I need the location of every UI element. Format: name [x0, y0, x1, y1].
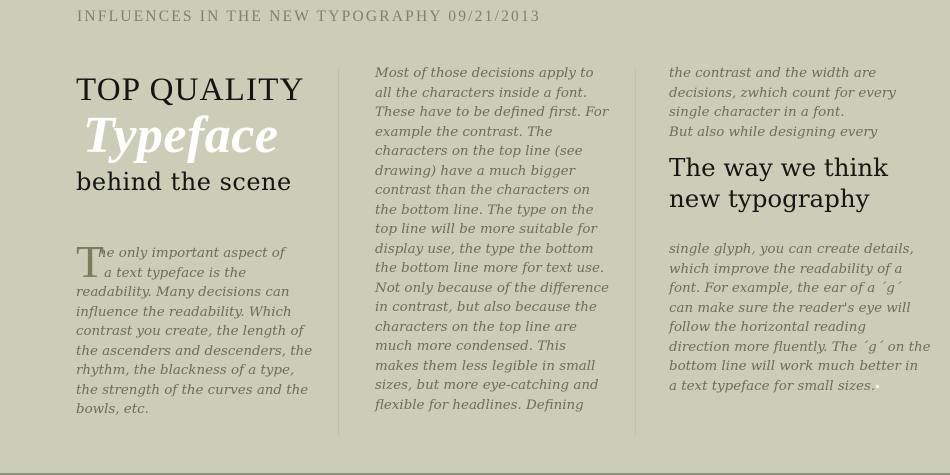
column-2-body: [375, 64, 609, 415]
body-line: influence the readability. Which: [76, 304, 292, 320]
body-line: Most of those decisions apply to: [375, 66, 594, 81]
body-line: the bottom line more for text use.: [375, 261, 605, 276]
body-line: bowls, etc.: [76, 402, 149, 417]
body-line: makes them less legible in small: [375, 358, 596, 374]
body-line: a text typeface is the: [104, 265, 247, 281]
body-line: contrast you create, the length of: [76, 324, 304, 339]
body-line: bottom line will work much better in: [669, 359, 919, 374]
body-line: These have to be defined first. For: [375, 105, 609, 120]
body-line: top line will be more suitable for: [375, 222, 597, 237]
column-divider-1: [338, 68, 339, 436]
body-line: much more condensed. This: [375, 339, 566, 354]
body-line: a text typeface for small sizes.: [669, 378, 876, 394]
column-1-body: [76, 236, 313, 420]
body-line: flexible for headlines. Defining: [375, 397, 584, 413]
column-divider-2: [635, 68, 636, 436]
body-line: follow the horizontal reading: [669, 320, 866, 335]
section-heading-line-2: new typography: [669, 184, 870, 213]
body-line: he only important aspect of: [98, 246, 285, 261]
body-line: Not only because of the difference: [375, 280, 609, 296]
body-line: sizes, but more eye-catching and: [375, 378, 599, 393]
body-line: But also while designing every: [669, 124, 878, 140]
body-line: display use, the type the bottom: [375, 241, 594, 257]
column-3-top-body: [669, 64, 896, 142]
body-line: single character in a font.: [669, 105, 845, 120]
body-line: characters on the top line are: [375, 319, 577, 335]
body-line: contrast than the characters on: [375, 183, 591, 198]
drop-cap: T: [76, 236, 105, 287]
body-line: decisions, zwhich count for every: [669, 85, 896, 101]
title-behind-the-scene: behind the scene: [76, 168, 292, 196]
body-line: drawing) have a much bigger: [375, 163, 575, 179]
body-line: the contrast and the width are: [669, 66, 877, 81]
body-line: single glyph, you can create details,: [669, 242, 914, 257]
section-heading-line-1: The way we think: [669, 153, 888, 182]
title-typeface: Typeface: [83, 107, 279, 164]
end-mark-dot: [876, 385, 879, 388]
body-line: can make sure the reader's eye will: [669, 300, 911, 316]
column-3-bottom-body: [669, 240, 931, 396]
body-line: characters on the top line (see: [375, 144, 583, 159]
body-line: which improve the readability of a: [669, 261, 903, 277]
body-line: rhythm, the blackness of a type,: [76, 363, 295, 378]
body-line: the ascenders and descenders, the: [76, 343, 313, 359]
body-line: all the characters inside a font.: [375, 85, 588, 101]
body-line: readability. Many decisions can: [76, 285, 290, 300]
section-heading: [669, 152, 888, 214]
body-line: example the contrast. The: [375, 124, 553, 140]
body-line: font. For example, the ear of a ´g´: [669, 281, 902, 296]
body-line: in contrast, but also because the: [375, 300, 597, 315]
body-line: the bottom line. The type on the: [375, 202, 594, 218]
page-header: INFLUENCES IN THE NEW TYPOGRAPHY 09/21/2013: [77, 8, 541, 25]
title-top-quality: TOP QUALITY: [76, 72, 305, 108]
body-line: direction more fluently. The ´g´ on the: [669, 339, 931, 355]
body-line: the strength of the curves and the: [76, 382, 309, 398]
